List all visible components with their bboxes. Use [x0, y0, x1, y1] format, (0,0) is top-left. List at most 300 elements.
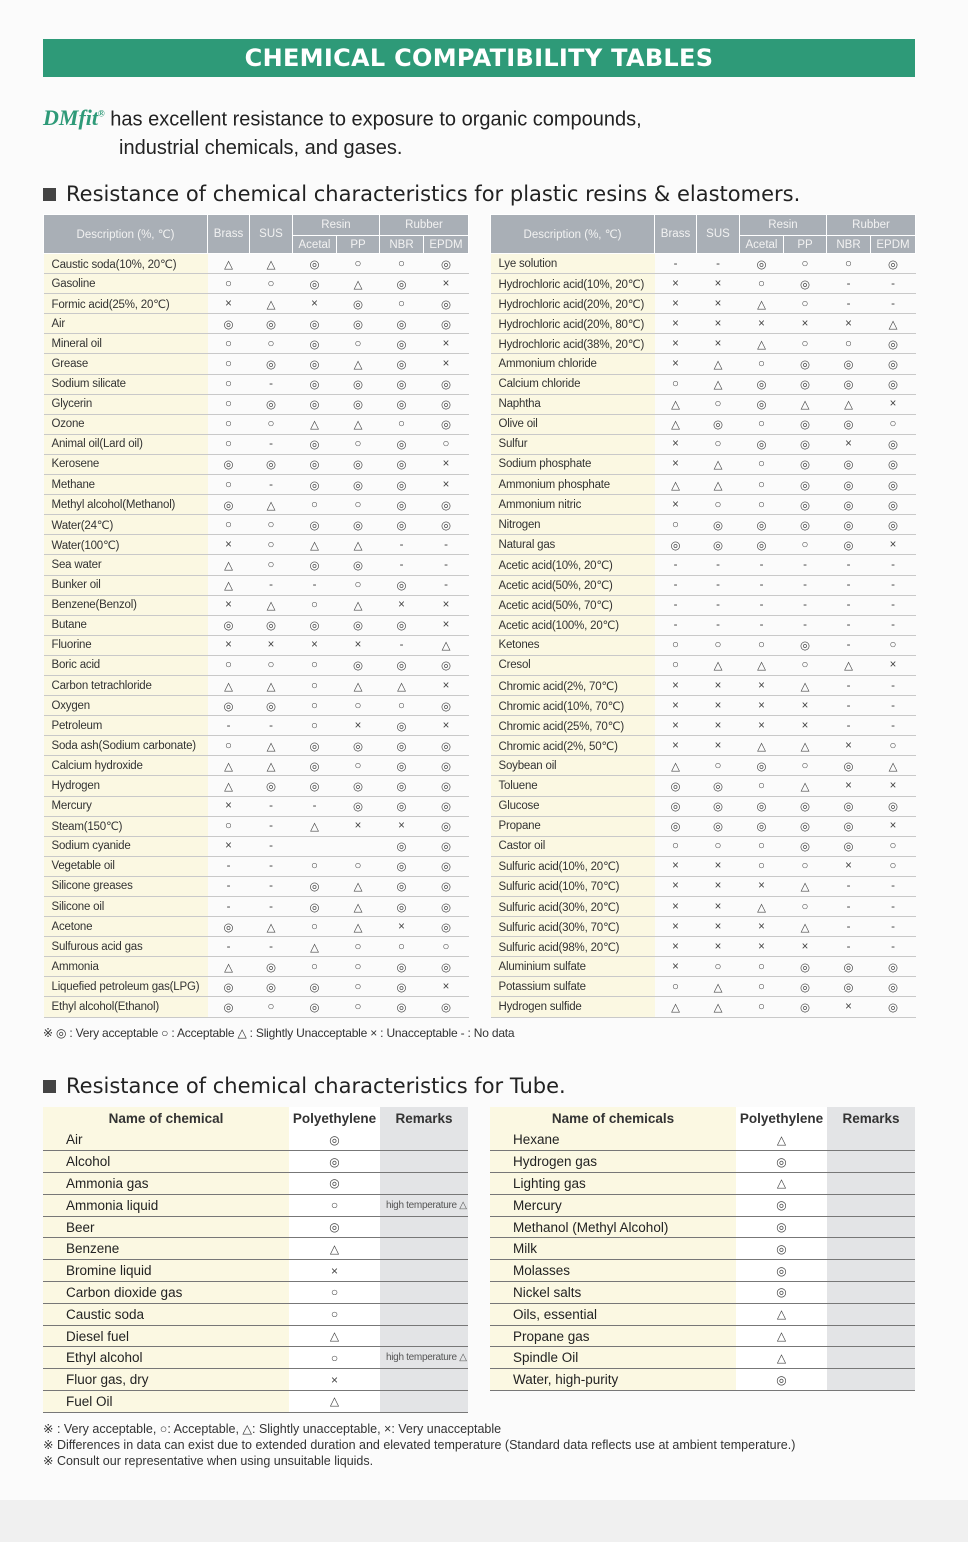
rating-cell: ◎ — [827, 495, 871, 515]
table-row — [44, 294, 469, 314]
rating-cell: ◎ — [736, 1238, 827, 1260]
table-row — [44, 816, 469, 836]
rating-cell: ◎ — [827, 475, 871, 495]
rating-cell: △ — [337, 414, 380, 434]
rating-cell: × — [655, 675, 697, 695]
rating-cell: △ — [208, 555, 250, 575]
rating-cell: ◎ — [871, 454, 916, 474]
rating-cell: △ — [697, 655, 740, 675]
rating-cell: × — [424, 274, 469, 294]
rating-cell: ◎ — [208, 696, 250, 716]
table-row — [491, 515, 916, 535]
chemical-name-cell: Chromic acid(2%, 50℃) — [491, 736, 655, 756]
rating-cell: ○ — [337, 696, 380, 716]
resin-legend: ※ ◎ : Very acceptable ○ : Acceptable △ : Slightly Unacceptable × : Unacceptable - : No data — [43, 1026, 515, 1040]
rating-cell: △ — [208, 675, 250, 695]
rating-cell: - — [827, 675, 871, 695]
rating-cell: ○ — [293, 917, 337, 937]
chemical-name-cell: Acetic acid(100%, 20℃) — [491, 615, 655, 635]
rating-cell: ◎ — [424, 495, 469, 515]
rating-cell: ○ — [871, 635, 916, 655]
rating-cell: ◎ — [380, 876, 424, 896]
table-row — [490, 1369, 915, 1391]
rating-cell: × — [827, 434, 871, 454]
rating-cell: ○ — [250, 274, 293, 294]
rating-cell: ○ — [740, 997, 784, 1017]
rating-cell: × — [655, 917, 697, 937]
remarks-cell — [380, 1282, 468, 1304]
rating-cell: △ — [289, 1238, 380, 1260]
rating-cell: - — [871, 595, 916, 615]
rating-cell: ◎ — [337, 736, 380, 756]
remarks-cell — [380, 1151, 468, 1173]
rating-cell: × — [827, 314, 871, 334]
rating-cell: × — [697, 274, 740, 294]
table-row — [491, 495, 916, 515]
rating-cell: ◎ — [250, 354, 293, 374]
rating-cell: △ — [337, 595, 380, 615]
chemical-name-cell: Oxygen — [44, 696, 208, 716]
rating-cell: - — [827, 274, 871, 294]
rating-cell: ○ — [784, 655, 827, 675]
rating-cell: ◎ — [697, 776, 740, 796]
rating-cell: △ — [736, 1325, 827, 1347]
chemical-name-cell: Acetic acid(10%, 20℃) — [491, 555, 655, 575]
table-row — [490, 1216, 915, 1238]
rating-cell: ◎ — [380, 475, 424, 495]
chemical-name-cell: Mercury — [44, 796, 208, 816]
rating-cell: ◎ — [293, 736, 337, 756]
rating-cell: × — [740, 716, 784, 736]
chemical-name-cell: Acetic acid(50%, 70℃) — [491, 595, 655, 615]
header-rubber: Rubber — [827, 215, 916, 236]
rating-cell: ◎ — [871, 495, 916, 515]
rating-cell: ◎ — [380, 756, 424, 776]
table-row — [491, 575, 916, 595]
rating-cell: × — [424, 716, 469, 736]
rating-cell: ○ — [337, 334, 380, 354]
rating-cell: - — [827, 635, 871, 655]
rating-cell: ◎ — [380, 977, 424, 997]
rating-cell: × — [424, 977, 469, 997]
remarks-cell — [827, 1347, 915, 1369]
table-row — [43, 1129, 468, 1151]
table-row — [44, 555, 469, 575]
rating-cell: ◎ — [424, 736, 469, 756]
rating-cell: × — [827, 736, 871, 756]
rating-cell: △ — [784, 876, 827, 896]
chemical-name-cell: Toluene — [491, 776, 655, 796]
header-nbr: NBR — [380, 236, 424, 254]
table-row — [490, 1347, 915, 1369]
remarks-cell — [827, 1303, 915, 1325]
rating-cell: ◎ — [337, 776, 380, 796]
rating-cell: - — [293, 796, 337, 816]
rating-cell: ◎ — [424, 856, 469, 876]
chemical-name-cell: Chromic acid(2%, 70℃) — [491, 675, 655, 695]
rating-cell: ○ — [208, 334, 250, 354]
rating-cell: ◎ — [293, 555, 337, 575]
rating-cell: ◎ — [424, 917, 469, 937]
rating-cell: - — [250, 856, 293, 876]
rating-cell: ◎ — [208, 977, 250, 997]
rating-cell: × — [784, 696, 827, 716]
chemical-name-cell: Sodium cyanide — [44, 836, 208, 856]
rating-cell: × — [697, 696, 740, 716]
chemical-name-cell: Glucose — [491, 796, 655, 816]
chemical-name-cell: Natural gas — [491, 535, 655, 555]
header-polyethylene: Polyethylene — [736, 1107, 827, 1129]
rating-cell: ○ — [827, 334, 871, 354]
chemical-name-cell: Mercury — [490, 1194, 736, 1216]
rating-cell: - — [827, 716, 871, 736]
rating-cell: ○ — [871, 736, 916, 756]
rating-cell: ◎ — [697, 535, 740, 555]
remarks-cell — [827, 1369, 915, 1391]
rating-cell: ◎ — [697, 796, 740, 816]
table-row — [491, 555, 916, 575]
chemical-name-cell: Lighting gas — [490, 1173, 736, 1195]
rating-cell: × — [424, 615, 469, 635]
rating-cell: ○ — [208, 414, 250, 434]
rating-cell: ◎ — [293, 254, 337, 274]
rating-cell: × — [740, 917, 784, 937]
rating-cell: ○ — [697, 495, 740, 515]
table-row — [43, 1173, 468, 1195]
rating-cell: - — [827, 876, 871, 896]
chemical-name-cell: Grease — [44, 354, 208, 374]
footnote: ※ Differences in data can exist due to extended duration and elevated temperature (Standard data reflects use at ambient temperature.) — [43, 1438, 796, 1452]
rating-cell: ◎ — [784, 454, 827, 474]
rating-cell: △ — [293, 535, 337, 555]
chemical-name-cell: Bromine liquid — [43, 1260, 289, 1282]
chemical-name-cell: Ozone — [44, 414, 208, 434]
rating-cell: ◎ — [293, 274, 337, 294]
table-row — [44, 655, 469, 675]
intro-line-2: industrial chemicals, and gases. — [119, 137, 403, 160]
rating-cell: ◎ — [250, 615, 293, 635]
rating-cell: ◎ — [424, 756, 469, 776]
chemical-name-cell: Soda ash(Sodium carbonate) — [44, 736, 208, 756]
chemical-name-cell: Methanol (Methyl Alcohol) — [490, 1216, 736, 1238]
table-row — [44, 434, 469, 454]
rating-cell: ◎ — [380, 776, 424, 796]
rating-cell: ○ — [250, 555, 293, 575]
rating-cell: △ — [208, 776, 250, 796]
rating-cell: - — [871, 716, 916, 736]
rating-cell: ◎ — [293, 756, 337, 776]
chemical-name-cell: Methyl alcohol(Methanol) — [44, 495, 208, 515]
rating-cell: ◎ — [740, 535, 784, 555]
rating-cell: ◎ — [827, 836, 871, 856]
rating-cell: ○ — [740, 977, 784, 997]
rating-cell: ◎ — [736, 1369, 827, 1391]
rating-cell: ◎ — [784, 354, 827, 374]
rating-cell: ○ — [380, 294, 424, 314]
chemical-name-cell: Air — [43, 1129, 289, 1151]
chemical-name-cell: Ammonia gas — [43, 1173, 289, 1195]
rating-cell: △ — [736, 1173, 827, 1195]
rating-cell: ◎ — [380, 836, 424, 856]
rating-cell: ◎ — [293, 394, 337, 414]
rating-cell: - — [740, 615, 784, 635]
rating-cell: ○ — [293, 957, 337, 977]
rating-cell: ◎ — [380, 615, 424, 635]
rating-cell: × — [293, 635, 337, 655]
rating-cell: ○ — [655, 374, 697, 394]
rating-cell: ◎ — [827, 515, 871, 535]
remarks-cell: high temperature △ — [380, 1347, 468, 1369]
table-row — [44, 475, 469, 495]
chemical-name-cell: Silicone greases — [44, 876, 208, 896]
chemical-name-cell: Sodium silicate — [44, 374, 208, 394]
chemical-name-cell: Nitrogen — [491, 515, 655, 535]
chemical-name-cell: Propane — [491, 816, 655, 836]
rating-cell: ○ — [293, 655, 337, 675]
remarks-cell — [827, 1173, 915, 1195]
rating-cell: × — [380, 816, 424, 836]
table-row — [490, 1260, 915, 1282]
chemical-name-cell: Hydrochloric acid(20%, 20℃) — [491, 294, 655, 314]
remarks-cell — [380, 1173, 468, 1195]
remarks-cell — [380, 1129, 468, 1151]
table-row — [491, 595, 916, 615]
chemical-name-cell: Acetone — [44, 917, 208, 937]
rating-cell: ◎ — [293, 454, 337, 474]
rating-cell: × — [424, 354, 469, 374]
rating-cell: - — [208, 876, 250, 896]
rating-cell: - — [827, 917, 871, 937]
rating-cell: ○ — [208, 374, 250, 394]
rating-cell: △ — [740, 736, 784, 756]
tube-table-right — [490, 1107, 915, 1391]
table-row — [491, 917, 916, 937]
rating-cell — [293, 836, 337, 856]
chemical-name-cell: Caustic soda(10%, 20℃) — [44, 254, 208, 274]
header-remarks: Remarks — [827, 1107, 915, 1129]
rating-cell — [337, 836, 380, 856]
remarks-cell — [827, 1216, 915, 1238]
table-row — [490, 1194, 915, 1216]
header-chemical-name: Name of chemicals — [490, 1107, 736, 1129]
table-row — [491, 655, 916, 675]
rating-cell: △ — [293, 816, 337, 836]
chemical-name-cell: Mineral oil — [44, 334, 208, 354]
rating-cell: ◎ — [380, 897, 424, 917]
rating-cell: ◎ — [740, 816, 784, 836]
rating-cell: × — [871, 816, 916, 836]
rating-cell: ○ — [740, 957, 784, 977]
remarks-cell — [827, 1325, 915, 1347]
rating-cell: - — [871, 294, 916, 314]
remarks-cell — [827, 1151, 915, 1173]
rating-cell: ◎ — [827, 796, 871, 816]
rating-cell: × — [424, 334, 469, 354]
chemical-name-cell: Hydrogen gas — [490, 1151, 736, 1173]
rating-cell: ◎ — [380, 655, 424, 675]
rating-cell: - — [424, 575, 469, 595]
rating-cell: × — [289, 1260, 380, 1282]
rating-cell: × — [697, 917, 740, 937]
rating-cell: × — [740, 876, 784, 896]
chemical-name-cell: Ethyl alcohol(Ethanol) — [44, 997, 208, 1017]
rating-cell: × — [697, 897, 740, 917]
table-row — [491, 454, 916, 474]
rating-cell: △ — [655, 414, 697, 434]
rating-cell: △ — [250, 294, 293, 314]
chemical-name-cell: Bunker oil — [44, 575, 208, 595]
rating-cell: ◎ — [293, 897, 337, 917]
rating-cell: - — [827, 595, 871, 615]
rating-cell: × — [337, 635, 380, 655]
rating-cell: ◎ — [871, 334, 916, 354]
table-row — [491, 997, 916, 1017]
rating-cell: △ — [740, 655, 784, 675]
rating-cell: × — [250, 635, 293, 655]
rating-cell: ◎ — [424, 655, 469, 675]
rating-cell: △ — [697, 454, 740, 474]
chemical-name-cell: Kerosene — [44, 454, 208, 474]
chemical-name-cell: Ammonium chloride — [491, 354, 655, 374]
table-row — [491, 334, 916, 354]
rating-cell: × — [827, 856, 871, 876]
rating-cell: △ — [337, 675, 380, 695]
resin-table-left — [43, 214, 469, 1018]
rating-cell: × — [208, 595, 250, 615]
table-row — [491, 374, 916, 394]
rating-cell: △ — [697, 374, 740, 394]
table-row — [44, 675, 469, 695]
rating-cell: ○ — [293, 716, 337, 736]
rating-cell: ◎ — [250, 314, 293, 334]
rating-cell: ◎ — [424, 414, 469, 434]
rating-cell: ○ — [655, 515, 697, 535]
rating-cell: △ — [380, 675, 424, 695]
remarks-cell — [827, 1194, 915, 1216]
header-resin: Resin — [740, 215, 827, 236]
table-row — [44, 394, 469, 414]
table-row — [491, 394, 916, 414]
rating-cell: ○ — [697, 836, 740, 856]
rating-cell: - — [827, 575, 871, 595]
rating-cell: - — [655, 575, 697, 595]
rating-cell: ○ — [424, 434, 469, 454]
rating-cell: △ — [784, 394, 827, 414]
rating-cell: ○ — [208, 394, 250, 414]
rating-cell: △ — [208, 254, 250, 274]
rating-cell: - — [827, 897, 871, 917]
rating-cell: - — [250, 836, 293, 856]
rating-cell: × — [655, 354, 697, 374]
header-rubber: Rubber — [380, 215, 469, 236]
rating-cell: ○ — [380, 937, 424, 957]
rating-cell: ◎ — [380, 716, 424, 736]
rating-cell: - — [208, 716, 250, 736]
chemical-name-cell: Steam(150℃) — [44, 816, 208, 836]
rating-cell: × — [655, 937, 697, 957]
chemical-name-cell: Benzene(Benzol) — [44, 595, 208, 615]
rating-cell: - — [250, 897, 293, 917]
rating-cell: ◎ — [337, 515, 380, 535]
table-row — [44, 736, 469, 756]
rating-cell: ◎ — [736, 1282, 827, 1304]
rating-cell: - — [250, 575, 293, 595]
rating-cell: ◎ — [784, 374, 827, 394]
rating-cell: ◎ — [784, 434, 827, 454]
table-row — [491, 635, 916, 655]
chemical-name-cell: Benzene — [43, 1238, 289, 1260]
rating-cell: - — [380, 635, 424, 655]
chemical-name-cell: Spindle Oil — [490, 1347, 736, 1369]
rating-cell: ○ — [293, 675, 337, 695]
table-row — [44, 314, 469, 334]
rating-cell: ○ — [208, 655, 250, 675]
rating-cell: - — [424, 555, 469, 575]
rating-cell: ○ — [337, 937, 380, 957]
remarks-cell — [380, 1391, 468, 1413]
rating-cell: △ — [697, 997, 740, 1017]
table-row — [44, 454, 469, 474]
rating-cell: ◎ — [784, 816, 827, 836]
table-row — [44, 776, 469, 796]
chemical-name-cell: Ketones — [491, 635, 655, 655]
rating-cell: △ — [697, 354, 740, 374]
rating-cell: × — [655, 736, 697, 756]
rating-cell: - — [655, 615, 697, 635]
rating-cell: - — [871, 696, 916, 716]
rating-cell: ◎ — [424, 374, 469, 394]
chemical-name-cell: Ammonia — [44, 957, 208, 977]
rating-cell: × — [208, 796, 250, 816]
rating-cell: ◎ — [784, 475, 827, 495]
rating-cell: × — [655, 716, 697, 736]
rating-cell: - — [871, 274, 916, 294]
rating-cell: △ — [337, 876, 380, 896]
header-nbr: NBR — [827, 236, 871, 254]
rating-cell: - — [293, 575, 337, 595]
rating-cell: ◎ — [827, 756, 871, 776]
rating-cell: △ — [250, 756, 293, 776]
rating-cell: ◎ — [250, 776, 293, 796]
rating-cell: ◎ — [424, 816, 469, 836]
rating-cell: - — [655, 595, 697, 615]
intro-text — [43, 100, 642, 163]
header-epdm: EPDM — [871, 236, 916, 254]
rating-cell: ○ — [655, 655, 697, 675]
rating-cell: ○ — [740, 776, 784, 796]
rating-cell: ◎ — [424, 796, 469, 816]
rating-cell: ◎ — [736, 1194, 827, 1216]
rating-cell: △ — [250, 675, 293, 695]
rating-cell: × — [380, 595, 424, 615]
rating-cell: ◎ — [250, 977, 293, 997]
table-row — [491, 977, 916, 997]
chemical-name-cell: Milk — [490, 1238, 736, 1260]
table-row — [491, 716, 916, 736]
rating-cell: ○ — [871, 414, 916, 434]
rating-cell: ◎ — [697, 816, 740, 836]
rating-cell: - — [250, 876, 293, 896]
rating-cell: ○ — [740, 836, 784, 856]
chemical-name-cell: Butane — [44, 615, 208, 635]
rating-cell: ◎ — [424, 696, 469, 716]
chemical-name-cell: Animal oil(Lard oil) — [44, 434, 208, 454]
rating-cell: ◎ — [293, 776, 337, 796]
rating-cell: ○ — [740, 274, 784, 294]
rating-cell: ○ — [208, 274, 250, 294]
rating-cell: - — [697, 555, 740, 575]
chemical-name-cell: Sulfuric acid(98%, 20℃) — [491, 937, 655, 957]
